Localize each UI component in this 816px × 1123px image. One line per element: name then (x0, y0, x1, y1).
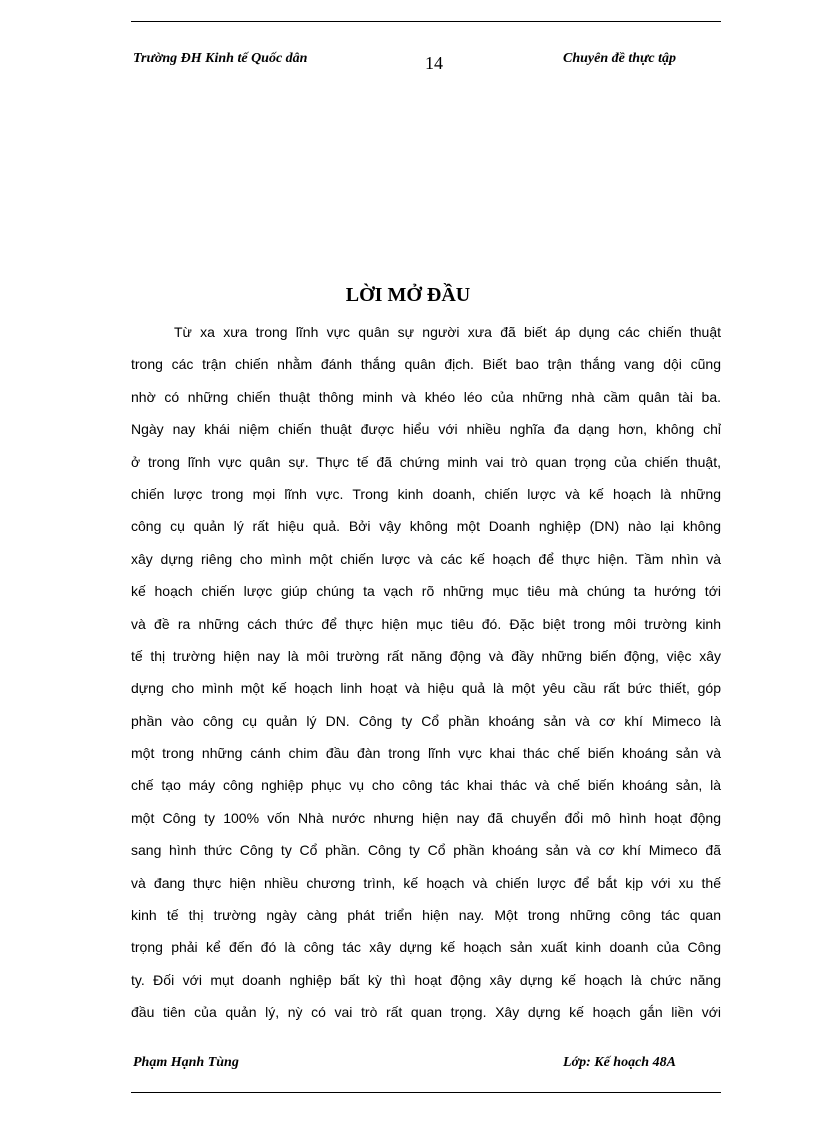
body-line: và đề ra những cách thức để thực hiện mục tiêu đó. Đặc biệt trong môi trường kinh (131, 615, 721, 632)
body-line: nhờ có những chiến thuật thông minh và khéo léo của những nhà cầm quân tài ba. (131, 388, 721, 405)
body-line: dựng cho mình một kế hoạch linh hoạt và hiệu quả là một yêu cầu rất bức thiết, góp (131, 680, 721, 697)
body-line: ty. Đối với mụt doanh nghiệp bất kỳ thì hoạt động xây dựng kế hoạch là chức năng (131, 971, 721, 988)
footer-rule (131, 1092, 721, 1093)
body-line: chế tạo máy công nghiệp phục vụ cho công tác khai thác và chế biến khoáng sản, là (131, 777, 721, 794)
body-line: tế thị trường hiện nay là môi trường rất năng động và đầy những biến động, việc xây (131, 647, 721, 664)
body-line: phần vào công cụ quản lý DN. Công ty Cổ phần khoáng sản và cơ khí Mimeco là (131, 712, 721, 729)
body-line: trong các trận chiến nhằm đánh thắng quân địch. Biết bao trận thắng vang dội cũng (131, 356, 721, 373)
body-line: một Công ty 100% vốn Nhà nước nhưng hiện nay đã chuyển đổi mô hình hoạt động (131, 809, 721, 826)
body-line: và đang thực hiện nhiều chương trình, kế hoạch và chiến lược để bắt kịp với xu thế (131, 874, 721, 891)
body-line: trọng phải kể đến đó là công tác xây dựng kế hoạch sản xuất kinh doanh của Công (131, 939, 721, 956)
header-rule (131, 21, 721, 22)
body-line: công cụ quản lý rất hiệu quả. Bởi vậy không một Doanh nghiệp (DN) nào lại không (131, 518, 721, 535)
footer-author: Phạm Hạnh Tùng (133, 1055, 239, 1070)
body-line: đầu tiên của quản lý, nỳ có vai trò rất quan trọng. Xây dựng kế hoạch gắn liền với (131, 1004, 721, 1021)
body-line: ở trong lĩnh vực quân sự. Thực tế đã chứng minh vai trò quan trọng của chiến thuật, (131, 453, 721, 470)
body-line: kế hoạch chiến lược giúp chúng ta vạch rõ những mục tiêu mà chúng ta hướng tới (131, 583, 721, 600)
body-line: Từ xa xưa trong lĩnh vực quân sự người xưa đã biết áp dụng các chiến thuật (174, 324, 721, 340)
footer-class: Lớp: Kế hoạch 48A (563, 1055, 676, 1070)
page-number: 14 (425, 53, 443, 73)
body-paragraph (131, 316, 721, 1029)
body-line: chiến lược trong mọi lĩnh vực. Trong kinh doanh, chiến lược và kế hoạch là những (131, 485, 721, 502)
page-title: LỜI MỞ ĐẦU (345, 284, 471, 306)
body-line: sang hình thức Công ty Cổ phần. Công ty Cổ phần khoáng sản và cơ khí Mimeco đã (131, 842, 721, 859)
body-line: kinh tế thị trường ngày càng phát triển hiện nay. Một trong những công tác quan (131, 907, 721, 924)
body-line: Ngày nay khái niệm chiến thuật được hiểu với nhiều nghĩa đa dạng hơn, không chỉ (131, 421, 721, 438)
header-document-type: Chuyên đề thực tập (563, 51, 677, 66)
header-university: Trường ĐH Kinh tế Quốc dân (133, 51, 308, 66)
body-line: một trong những cánh chim đầu đàn trong lĩnh vực khai thác chế biến khoáng sản và (131, 745, 721, 762)
body-line: xây dựng riêng cho mình một chiến lược và các kế hoạch để thực hiện. Tầm nhìn và (131, 550, 721, 567)
